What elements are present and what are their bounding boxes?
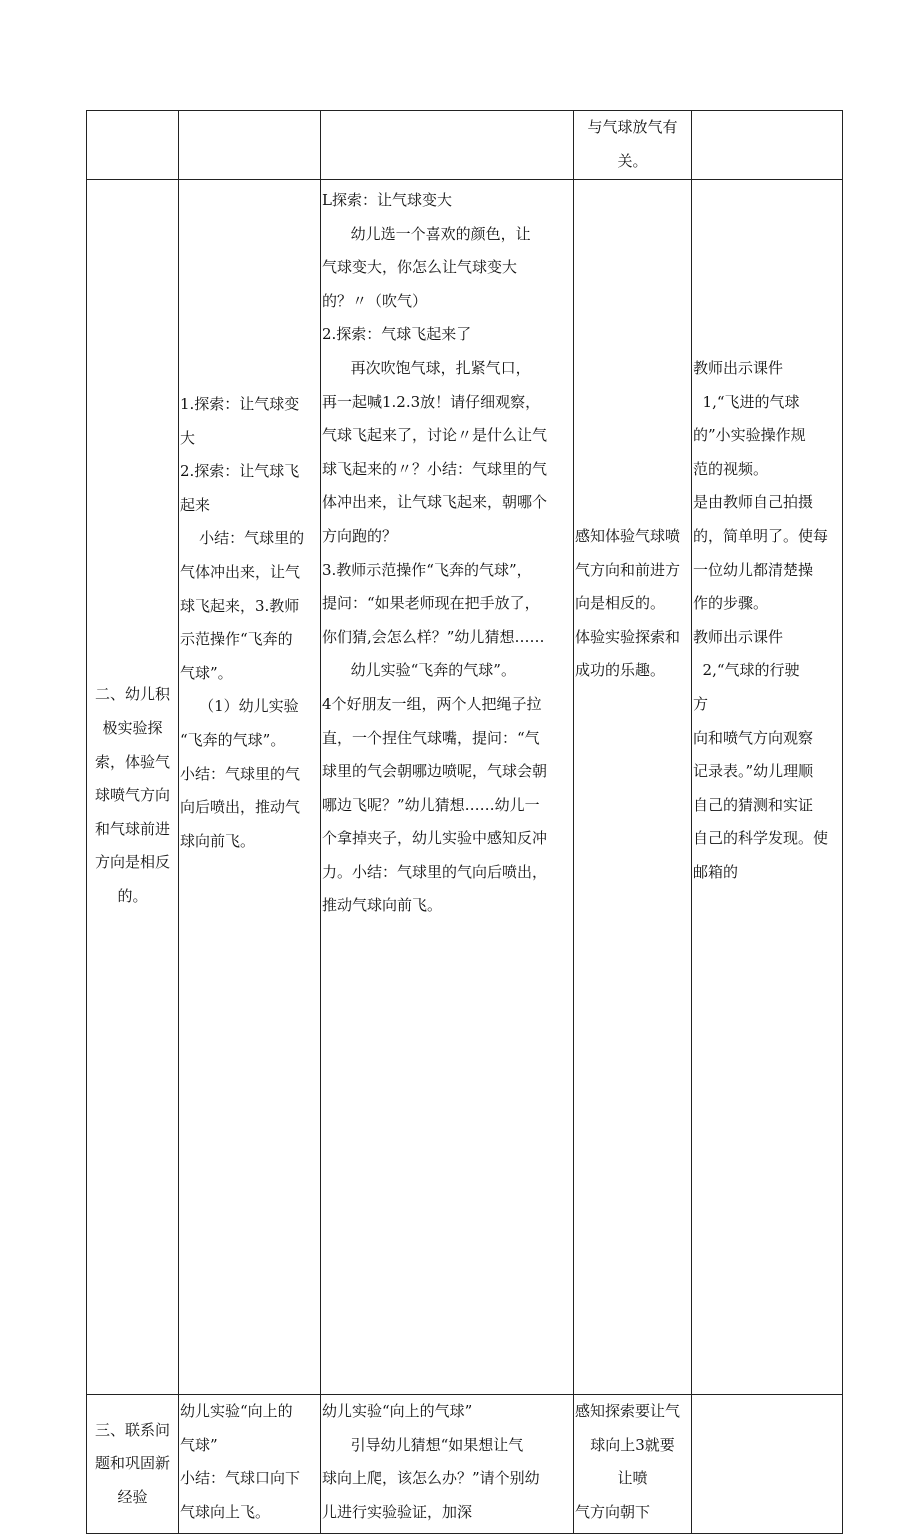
stage-title-line: 索，体验气 — [94, 752, 170, 771]
cell-text-line: 2.探索：让气球飞 — [180, 462, 300, 481]
table-cell — [321, 111, 574, 180]
cell-text-line: 气球向上飞。 — [180, 1502, 271, 1521]
cell-text-line: 感知体验气球喷 — [575, 527, 681, 545]
cell-text-line: 是由教师自己拍摄 — [693, 493, 814, 512]
cell-text-line: 自己的猜测和实证 — [693, 795, 814, 814]
cell-text-line: 关。 — [617, 151, 648, 170]
stage-title-line: 的。 — [117, 886, 148, 905]
cell-text-line: （1）幼儿实验 — [180, 697, 299, 716]
cell-text-line: 作的步骤。 — [693, 594, 769, 613]
cell-text-line: 感知探索要让气 — [575, 1402, 681, 1420]
cell-text-line: 体冲出来，让气球飞起来，朝哪个 — [322, 493, 548, 512]
cell-text-line: 幼儿选一个喜欢的颜色，让 — [322, 224, 531, 243]
cell-text-line: “飞奔的气球”。 — [180, 730, 286, 749]
cell-text-line: 2.探索：气球飞起来了 — [322, 325, 472, 344]
cell-text-line: 体验实验探索和 — [575, 627, 681, 646]
cell-text-line: 儿进行实验验证，加深 — [322, 1502, 473, 1521]
stage-title-line: 极实验探 — [102, 719, 163, 738]
cell-text-line: 向和喷气方向观察 — [693, 728, 814, 747]
stage-title-line: 三、联系问 — [94, 1420, 170, 1439]
cell-text-line: 气球”。 — [180, 663, 233, 682]
cell-text-line: 范的视频。 — [693, 459, 769, 478]
table-cell-goal — [574, 1395, 692, 1534]
cell-text-line: 向是相反的。 — [575, 594, 666, 613]
table-row — [87, 180, 843, 1395]
cell-text-line: 推动气球向前飞。 — [322, 896, 443, 915]
cell-text-line: 再一起喊1.2.3放！请仔细观察， — [322, 392, 541, 411]
cell-text-line: 球向上爬，该怎么办？”请个别幼 — [322, 1469, 540, 1488]
cell-text-line: 的？〃（吹气） — [322, 291, 428, 310]
cell-text-line: 大 — [180, 428, 196, 447]
table-cell — [179, 111, 321, 180]
cell-text-line: 让喷 — [617, 1469, 648, 1488]
cell-text-line: 一位幼儿都清楚操 — [693, 560, 814, 579]
cell-text-line: 与气球放气有 — [587, 118, 678, 136]
cell-text-line: 4个好朋友一组，两个人把绳子拉 — [322, 694, 542, 713]
cell-text-line: L探索：让气球变大 — [322, 191, 452, 209]
table-cell — [692, 111, 843, 180]
table-row — [87, 1395, 843, 1534]
cell-text-line: 再次吹饱气球，扎紧气口， — [322, 358, 531, 377]
cell-text-line: 直，一个捏住气球嘴，提问：“气 — [322, 728, 540, 747]
cell-text-line: 幼儿实验“向上的气球” — [322, 1402, 473, 1420]
cell-text-line: 邮箱的 — [693, 862, 739, 881]
table-cell-teacher-guidance — [321, 180, 574, 1395]
table-row — [87, 111, 843, 180]
cell-text-line: 成功的乐趣。 — [575, 661, 666, 680]
lesson-plan-table — [86, 110, 843, 1534]
table-cell-goal — [574, 180, 692, 1395]
table-cell-stage — [87, 180, 179, 1395]
cell-text-line: 向后喷出，推动气 — [180, 798, 301, 817]
cell-text-line: 气方向朝下 — [575, 1502, 651, 1521]
cell-text-line: 1.探索：让气球变 — [180, 395, 300, 413]
cell-text-line: 教师出示课件 — [693, 359, 784, 377]
cell-text-line: 个拿掉夹子，幼儿实验中感知反冲 — [322, 829, 548, 848]
table-cell-children-activity — [179, 180, 321, 1395]
cell-text-line: 球飞起来，3.教师 — [180, 596, 300, 615]
cell-text-line: 气球” — [180, 1435, 218, 1454]
cell-text-line: 的，简单明了。使每 — [693, 526, 829, 545]
cell-text-line: 气球变大，你怎么让气球变大 — [322, 258, 518, 277]
cell-text-line: 幼儿实验“向上的 — [180, 1402, 293, 1420]
cell-text-line: 你们猜,会怎么样？”幼儿猜想…… — [322, 627, 545, 646]
table-cell-stage — [87, 1395, 179, 1534]
cell-text-line: 哪边飞呢？”幼儿猜想……幼儿一 — [322, 795, 540, 814]
table-cell-goal — [574, 111, 692, 180]
cell-text-line: 示范操作“飞奔的 — [180, 630, 293, 649]
cell-text-line: 气方向和前进方 — [575, 560, 681, 579]
cell-text-line: 方向跑的？ — [322, 526, 398, 545]
cell-text-line: 气体冲出来，让气 — [180, 562, 301, 581]
cell-text-line: 提问：“如果老师现在把手放了， — [322, 594, 540, 613]
cell-text-line: 球向上3就要 — [590, 1435, 675, 1454]
cell-text-line: 方 — [693, 694, 709, 713]
cell-text-line: 1,“飞进的气球 — [693, 392, 800, 411]
cell-text-line: 小结：气球里的气 — [180, 764, 301, 783]
cell-text-line: 球里的气会朝哪边喷呢，气球会朝 — [322, 762, 548, 781]
cell-text-line: 球飞起来的〃？小结：气球里的气 — [322, 459, 548, 478]
table-cell-design-intent — [692, 180, 843, 1395]
cell-text-line: 气球飞起来了，讨论〃是什么让气 — [322, 426, 548, 445]
cell-text-line: 小结：气球口向下 — [180, 1469, 301, 1488]
cell-text-line: 教师出示课件 — [693, 627, 784, 646]
cell-text-line: 的”小实验操作规 — [693, 426, 806, 445]
stage-title-line: 经验 — [117, 1487, 148, 1506]
cell-text-line: 小结：气球里的 — [180, 529, 305, 548]
cell-text-line: 力。小结：气球里的气向后喷出， — [322, 862, 548, 881]
table-cell-children-activity — [179, 1395, 321, 1534]
cell-text-line: 自己的科学发现。使 — [693, 829, 829, 848]
cell-text-line: 记录表。”幼儿理顺 — [693, 762, 814, 781]
cell-text-line: 起来 — [180, 495, 211, 514]
table-cell — [87, 111, 179, 180]
table-cell-teacher-guidance — [321, 1395, 574, 1534]
cell-text-line: 引导幼儿猜想“如果想让气 — [322, 1435, 524, 1454]
stage-title-line: 球喷气方向 — [94, 786, 170, 805]
cell-text-line: 幼儿实验“飞奔的气球”。 — [322, 661, 516, 680]
cell-text-line: 2,“气球的行驶 — [693, 661, 800, 680]
stage-title-line: 二、幼儿积 — [94, 685, 170, 704]
cell-text-line: 球向前飞。 — [180, 831, 256, 850]
stage-title-line: 题和巩固新 — [94, 1454, 170, 1473]
cell-text-line: 3.教师示范操作“飞奔的气球”， — [322, 560, 532, 579]
stage-title-line: 方向是相反 — [94, 853, 170, 872]
table-cell — [692, 1395, 843, 1534]
stage-title-line: 和气球前进 — [94, 819, 170, 838]
